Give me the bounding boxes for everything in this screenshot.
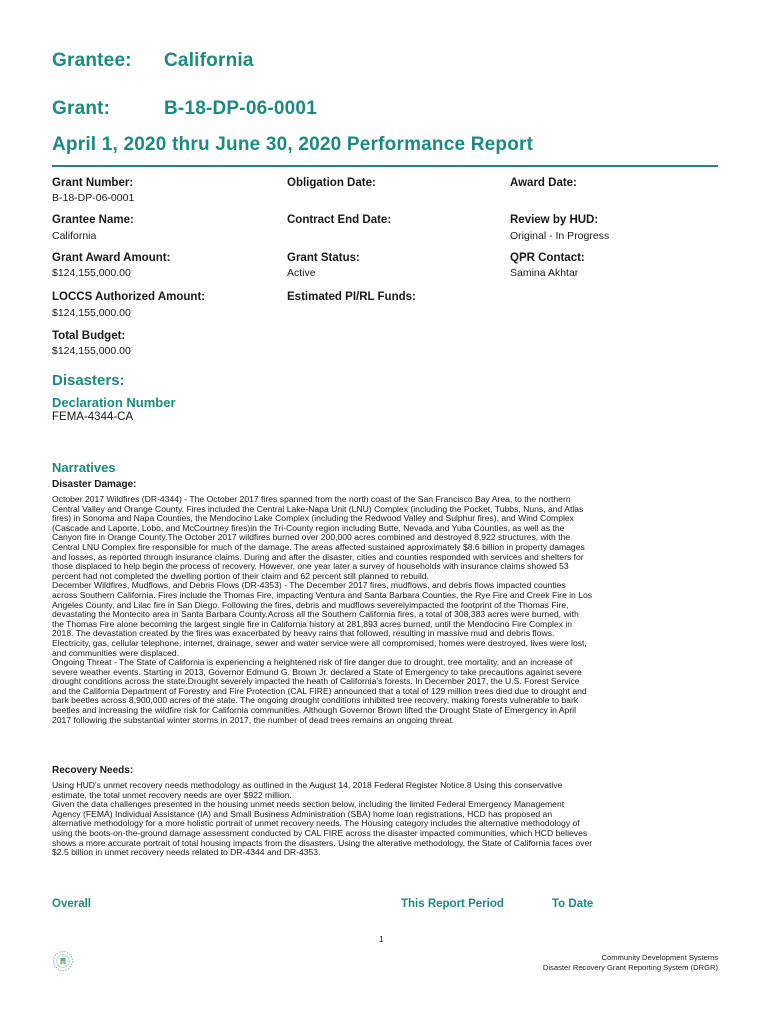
paragraph-line: Ongoing Threat - The State of California is experiencing a heightened risk of fire danger due to drought, tree mortality, and an increase of [52, 657, 573, 668]
qpr-contact-label: QPR Contact: [510, 252, 585, 264]
grant-award-value: $124,155,000.00 [52, 267, 131, 279]
paragraph-line: and communities were displaced. [52, 647, 180, 658]
paragraph-line: December Wildfires, Mudflows, and Debris Flows (DR-4353) - The December 2017 fires, mudflows, and debris flows impacted counties [52, 580, 566, 591]
narratives-heading: Narratives [52, 460, 116, 475]
page-number: 1 [379, 934, 384, 944]
paragraph-line: beetles and increasing the wildfire risk for California communities. Although Governor Brown lifted the Drought State of Emergency in April [52, 705, 576, 716]
grantee-name-label: Grantee Name: [52, 214, 134, 226]
obligation-date-label: Obligation Date: [287, 177, 376, 189]
disaster-damage-text [52, 495, 722, 725]
paragraph-line: bark beetles across 8,900,000 acres of the state. The ongoing drought conditions inhibited tree recovery, making forests vulnerable to bark [52, 695, 579, 706]
paragraph-line: Using HUD's unmet recovery needs methodology as outlined in the August 14, 2018 Federal Register Notice.8 Using this conservative [52, 780, 563, 790]
grant-value: B-18-DP-06-0001 [164, 98, 317, 119]
review-label: Review by HUD: [510, 214, 599, 226]
total-budget-value: $124,155,000.00 [52, 345, 131, 357]
declaration-number-label: Declaration Number [52, 395, 176, 410]
grant-status-label: Grant Status: [287, 252, 360, 264]
paragraph-line: Angeles County, and Lilac fire in San Diego. Following the fires, debris and mudflows severelyimpacted the footprint of the Thomas Fire, [52, 599, 569, 610]
overall-label: Overall [52, 898, 91, 910]
paragraph-line: October 2017 Wildfires (DR-4344) - The October 2017 fires spanned from the north coast of the San Francisco Bay Area, to the northern [52, 494, 571, 504]
paragraph-line: Given the data challenges presented in the housing unmet needs section below, including the limited Federal Emergency Management [52, 799, 565, 810]
grantee-name-value: California [52, 230, 97, 242]
paragraph-line: $2.5 billion in unmet recovery needs related to DR-4344 and DR-4353. [52, 847, 321, 858]
pirl-funds-label: Estimated PI/RL Funds: [287, 291, 416, 303]
paragraph-line: devastating the Montecito area in Santa Barbara County.Across all the Southern California fires, a total of 308,383 acres were burned, with [52, 609, 579, 620]
paragraph-line: the Thomas Fire alone becoming the largest single fire in California history at 281,893 acres burned, until the Mendocino Fire Complex in [52, 618, 573, 629]
grantee-label: Grantee: [52, 50, 132, 71]
paragraph-line: 2017 following the substantial winter storms in 2017, the number of dead trees remains an ongoing threat. [52, 714, 455, 725]
paragraph-line: percent had not completed the dwelling portion of their claim and 62 percent still planned to rebuild. [52, 570, 429, 581]
disasters-heading: Disasters: [52, 372, 125, 389]
paragraph-line: those displaced to help begin the process of recovery. However, one year later a survey of households with insurance claims showed 53 [52, 561, 569, 572]
footer-line-2: Disaster Recovery Grant Reporting System (DRGR) [542, 962, 718, 972]
paragraph-line: and losses, as reported through insurance claims. During and after the disaster, cities and counties responded with services and shelters for [52, 551, 584, 562]
paragraph-line: fires) in Sonoma and Napa Counties, the Mendocino Lake Complex (including the Redwood Valley and Sulphur fires), and Wind Complex [52, 513, 574, 524]
loccs-label: LOCCS Authorized Amount: [52, 291, 206, 303]
review-value: Original - In Progress [510, 230, 610, 242]
paragraph-line: 2018. The devastation created by the fires was exacerbated by heavy rains that followed, resulting in massive mud and debris flows. [52, 628, 555, 639]
footer-line-1: Community Development Systems [601, 953, 718, 962]
declaration-number-value: FEMA-4344-CA [52, 411, 134, 423]
grant-status-value: Active [287, 267, 316, 279]
this-report-period-label: This Report Period [401, 898, 504, 910]
paragraph-line: Canyon fire in Orange County.The October 2017 wildfires burned over 200,000 acres combined and destroyed 8,922 structures, with the [52, 532, 571, 543]
paragraph-line: severe weather events. Starting in 2013, Governor Edmund G. Brown Jr. declared a State of Emergency to take precautions against severe [52, 666, 582, 677]
hud-seal-icon [52, 950, 74, 972]
paragraph-line: Central LNU Complex fire responsible for much of the damage. The areas affected sustained approximately $8.6 billion in property damages [52, 541, 585, 552]
paragraph-line: shows a more accurate portrait of total housing impacts from the disasters. Using the alterative methodology, the State of California faces over [52, 837, 593, 848]
contract-end-label: Contract End Date: [287, 214, 392, 226]
to-date-label: To Date [552, 898, 594, 910]
footer-text [418, 953, 718, 972]
grantee-value: California [164, 50, 254, 71]
paragraph-line: (Cascade and Laporte, Lobo, and McCourtney fires)in the Tri-County region including Butte, Nevada and Yuba Counties, as well as the [52, 522, 565, 533]
grant-number-label: Grant Number: [52, 177, 134, 189]
paragraph-line: drought conditions across the state.Drought severely impacted the heath of California's forests. In December 2017, the U.S. Forest Service [52, 676, 580, 687]
grant-award-label: Grant Award Amount: [52, 252, 171, 264]
recovery-needs-label: Recovery Needs: [52, 765, 134, 776]
paragraph-line: Electricity, gas, cellular telephone, internet, drainage, sewer and water service were all compromised, homes were destroyed, lives were lost, [52, 637, 587, 648]
recovery-needs-text [52, 781, 722, 858]
award-date-label: Award Date: [510, 177, 577, 189]
qpr-contact-value: Samina Akhtar [510, 267, 579, 279]
report-title: April 1, 2020 thru June 30, 2020 Performance Report [52, 134, 534, 155]
paragraph-line: Central Valley and Orange County. Fires included the Central Lake-Napa Unit (LNU) Complex (including the Pocket, Tubbs, Nuns, and Atlas [52, 503, 584, 514]
paragraph-line: across Southern California. Fires include the Thomas Fire, impacting Ventura and Santa Barbara Counties, the Rye Fire and Creek Fire in Los [52, 589, 593, 600]
grant-label: Grant: [52, 98, 111, 119]
paragraph-line: Agency (FEMA) Individual Assistance (IA) and Small Business Administration (SBA) home loan registrations, HCD has proposed an [52, 808, 553, 819]
loccs-value: $124,155,000.00 [52, 307, 131, 319]
paragraph-line: using the boots-on-the-ground damage assessment conducted by CAL FIRE across the disaster impacted communities, which HCD believes [52, 827, 588, 838]
disaster-damage-label: Disaster Damage: [52, 479, 137, 490]
paragraph-line: and the California Department of Forestry and Fire Protection (CAL FIRE) announced that a total of 129 million trees died due to drought and [52, 685, 587, 696]
paragraph-line: alternative methodology for a more holistic portrait of unmet recovery needs. The Housing category includes the alternative methodology of [52, 818, 580, 829]
paragraph-line: estimate, the total unmet recovery needs are over $922 million. [52, 789, 292, 800]
grant-number-value: B-18-DP-06-0001 [52, 192, 135, 204]
total-budget-label: Total Budget: [52, 330, 126, 342]
header-rule [52, 165, 718, 167]
